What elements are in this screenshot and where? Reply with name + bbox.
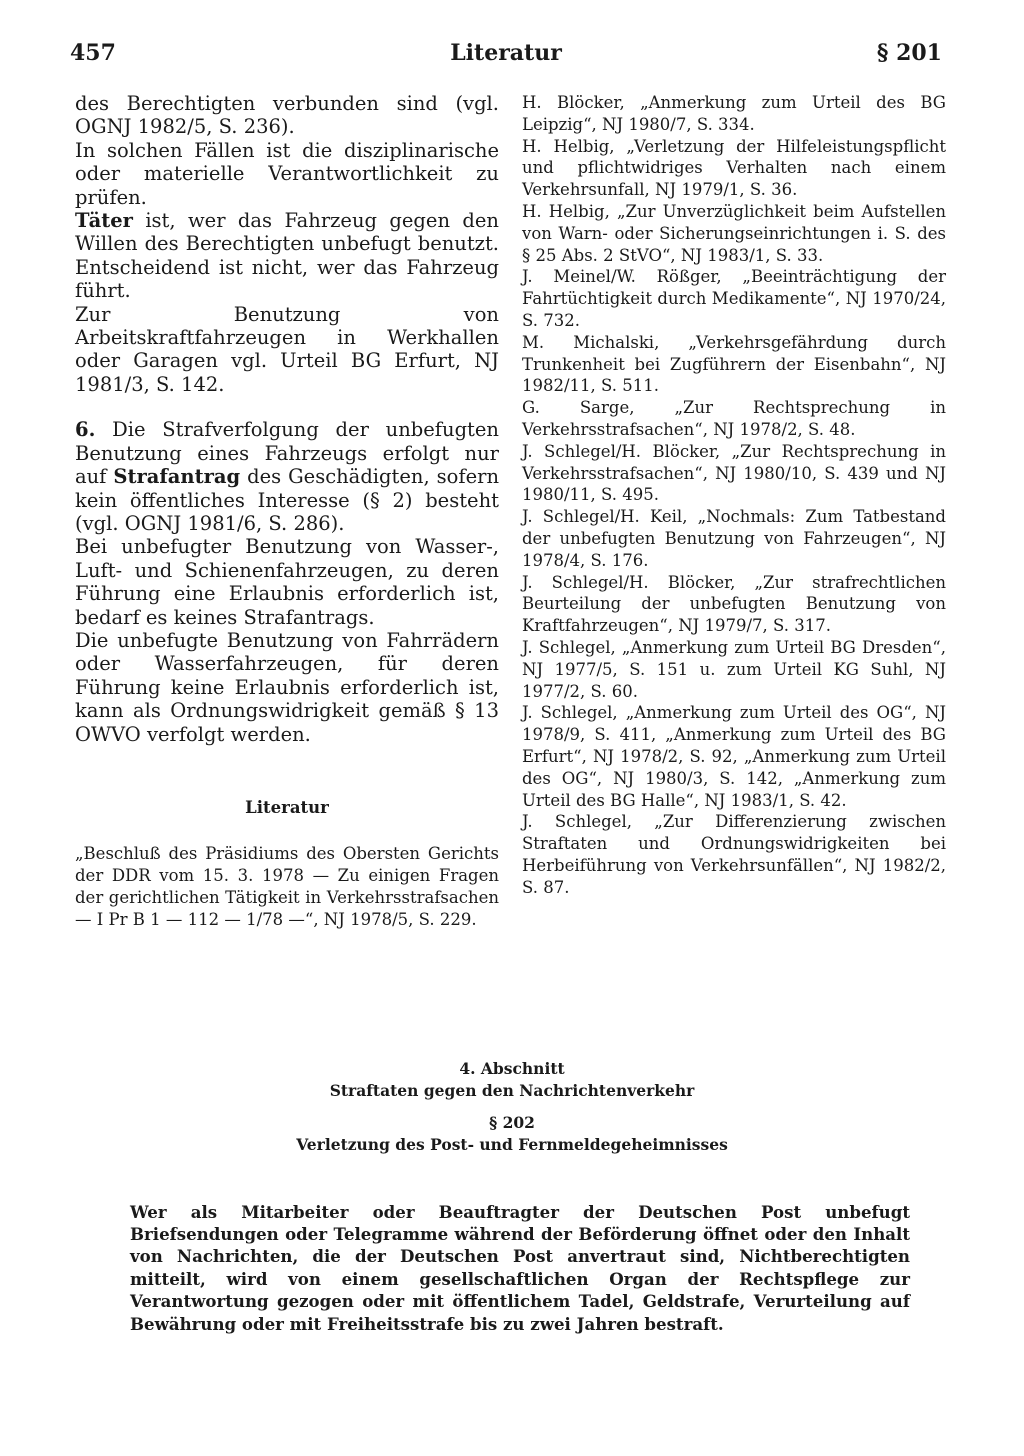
header-title: Literatur — [450, 40, 562, 66]
paragraph-number-heading: § 202 — [489, 1113, 535, 1132]
paragraph-text: ist, wer das Fahrzeug gegen den Willen des Berechtigten unbefugt benutzt. Entscheidend ist nicht, wer das Fahrzeug führt. — [75, 209, 499, 303]
page-number: 457 — [70, 40, 116, 66]
reference-entry: J. Schlegel/H. Blöcker, „Zur strafrechtlichen Beurteilung der unbefugten Benutzung von Kraftfahrzeugen“, NJ 1979/7, S. 317. — [522, 572, 946, 636]
bold-term: Täter — [75, 209, 133, 233]
left-column — [75, 92, 499, 931]
reference-entry: J. Schlegel, „Zur Differenzierung zwischen Straftaten und Ordnungswidrigkeiten bei Herbeiführung von Verkehrsunfällen“, NJ 1982/2, S. 87. — [522, 812, 946, 897]
paragraph: des Berechtigten verbunden sind (vgl. OGNJ 1982/5, S. 236). — [75, 92, 499, 139]
paragraph: Zur Benutzung von Arbeitskraftfahrzeugen in Werkhallen oder Garagen vgl. Urteil BG Erfurt, NJ 1981/3, S. 142. — [75, 302, 499, 396]
law-text: Wer als Mitarbeiter oder Beauftragter der Deutschen Post unbefugt Briefsendungen oder Telegramme während der Beförderung öffnet oder den Inhalt von Nachrichten, die der Deutschen Post anvertraut sind, Nichtberechtigten mitteilt, wird von einem gesellschaftlichen Organ der Rechtspflege zur Verantwortung gezogen oder mit öffentlichem Tadel, Geldstrafe, Verurteilung auf Bewährung oder mit Freiheitsstrafe bis zu zwei Jahren bestraft. — [130, 1201, 910, 1334]
paragraph-text: Die Strafverfolgung der unbefugten Benutzung eines Fahrzeugs erfolgt nur auf — [75, 418, 499, 489]
paragraph — [75, 209, 499, 303]
paragraph-numbered — [75, 418, 499, 535]
reference-entry: J. Schlegel/H. Blöcker, „Zur Rechtsprechung in Verkehrsstrafsachen“, NJ 1980/10, S. 439 und NJ 1980/11, S. 495. — [522, 441, 946, 505]
paragraph: Bei unbefugter Benutzung von Wasser-, Luft- und Schienenfahrzeugen, zu deren Führung eine Erlaubnis erforderlich ist, bedarf es keines Strafantrags. — [75, 535, 499, 629]
reference-entry: J. Schlegel, „Anmerkung zum Urteil des OG“, NJ 1978/9, S. 411, „Anmerkung zum Urteil des BG Erfurt“, NJ 1978/2, S. 92, „Anmerkung zum Urteil des OG“, NJ 1980/3, S. 142, „Anmerkung zum Urteil des BG Halle“, NJ 1983/1, S. 42. — [522, 703, 946, 810]
reference-entry: G. Sarge, „Zur Rechtsprechung in Verkehrsstrafsachen“, NJ 1978/2, S. 48. — [522, 398, 946, 439]
reference-entry: J. Schlegel/H. Keil, „Nochmals: Zum Tatbestand der unbefugten Benutzung von Fahrzeugen“, NJ 1978/4, S. 176. — [522, 507, 946, 570]
chapter-number: 4. Abschnitt — [459, 1059, 565, 1078]
literature-heading: Literatur — [245, 797, 329, 817]
literature-entry: „Beschluß des Präsidiums des Obersten Gerichts der DDR vom 15. 3. 1978 — Zu einigen Fragen der gerichtlichen Tätigkeit in Verkehrsstrafsachen — I Pr B 1 — 112 — 1/78 —“, NJ 1978/5, S. 229. — [75, 844, 499, 929]
paragraph: In solchen Fällen ist die disziplinarische oder materielle Verantwortlichkeit zu prüfen. — [75, 138, 499, 209]
section-heading-block — [0, 1058, 1024, 1156]
reference-entry: J. Meinel/W. Rößger, „Beeinträchtigung der Fahrtüchtigkeit durch Medikamente“, NJ 1970/24, S. 732. — [522, 267, 946, 330]
paragraph-number: 6. — [75, 418, 96, 442]
header-section: § 201 — [876, 40, 942, 66]
right-column — [522, 92, 946, 898]
reference-entry: M. Michalski, „Verkehrsgefährdung durch Trunkenheit bei Zugführern der Eisenbahn“, NJ 1982/11, S. 511. — [522, 332, 946, 396]
paragraph-text: des Geschädigten, sofern kein öffentliches Interesse (§ 2) besteht (vgl. OGNJ 1981/6, S. 286). — [75, 465, 499, 535]
bold-term: Strafantrag — [113, 465, 241, 489]
paragraph: Die unbefugte Benutzung von Fahrrädern oder Wasserfahrzeugen, für deren Führung keine Erlaubnis erforderlich ist, kann als Ordnungswidrigkeit gemäß § 13 OWVO verfolgt werden. — [75, 628, 499, 746]
reference-entry: H. Helbig, „Verletzung der Hilfeleistungspflicht und pflichtwidriges Verhalten nach einem Verkehrsunfall, NJ 1979/1, S. 36. — [522, 136, 946, 200]
reference-entry: J. Schlegel, „Anmerkung zum Urteil BG Dresden“, NJ 1977/5, S. 151 u. zum Urteil KG Suhl, NJ 1977/2, S. 60. — [522, 637, 946, 701]
reference-entry: H. Helbig, „Zur Unverzüglichkeit beim Aufstellen von Warn- oder Sicherungseinrichtungen i. S. des § 25 Abs. 2 StVO“, NJ 1983/1, S. 33. — [522, 201, 946, 265]
paragraph-title: Verletzung des Post- und Fernmeldegeheimnisses — [296, 1135, 728, 1154]
reference-entry: H. Blöcker, „Anmerkung zum Urteil des BG Leipzig“, NJ 1980/7, S. 334. — [522, 93, 946, 134]
chapter-title: Straftaten gegen den Nachrichtenverkehr — [329, 1081, 695, 1100]
running-header — [70, 40, 942, 76]
